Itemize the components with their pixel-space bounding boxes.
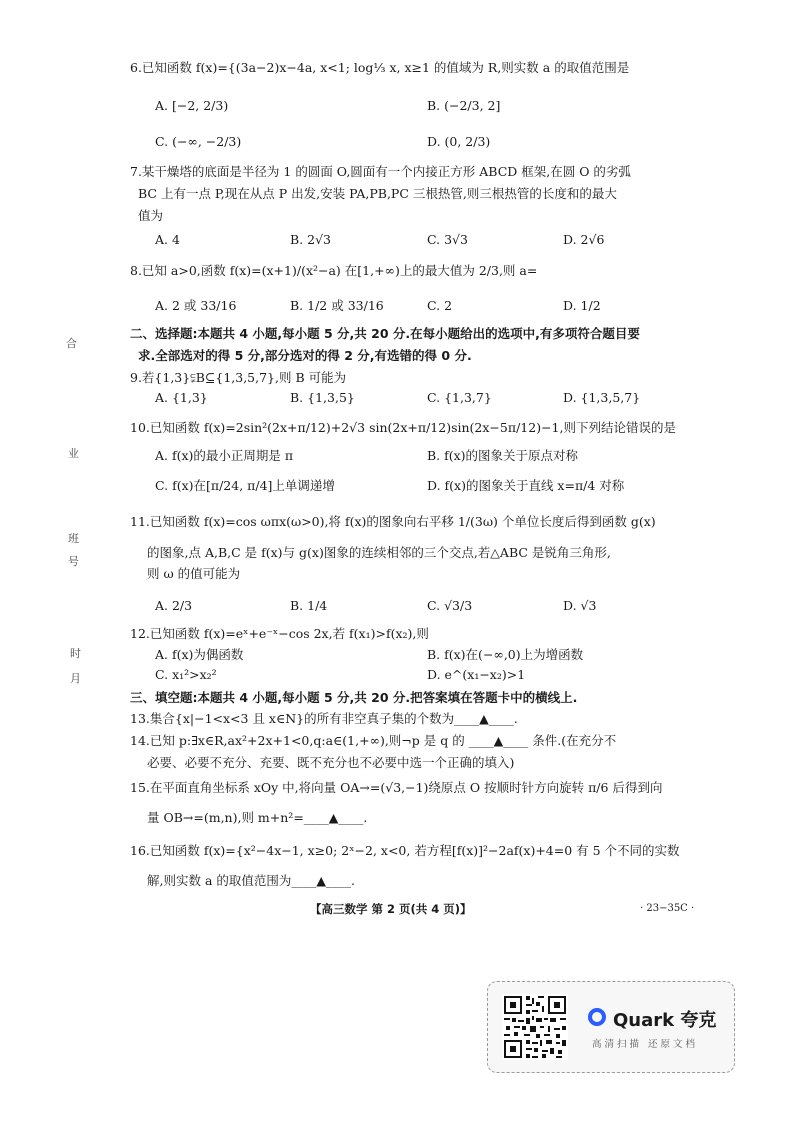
question-7-option-c: C. 3√3 <box>427 232 468 247</box>
brand-name: Quark 夸克 <box>613 1010 717 1031</box>
question-12-stem: 12.已知函数 f(x)=eˣ+e⁻ˣ−cos 2x,若 f(x₁)>f(x₂),则 <box>130 626 429 641</box>
question-12-option-c: C. x₁²>x₂² <box>155 667 217 682</box>
question-10-stem: 10.已知函数 f(x)=2sin²(2x+π/12)+2√3 sin(2x+π/12)sin(2x−5π/12)−1,则下列结论错误的是 <box>130 420 676 435</box>
question-11-option-b: B. 1/4 <box>290 598 328 613</box>
question-11-stem-line2: 的图象,点 A,B,C 是 f(x)与 g(x)图象的连续相邻的三个交点,若△ABC 是锐角三角形, <box>147 545 611 560</box>
question-7-option-d: D. 2√6 <box>563 232 605 247</box>
question-6-option-d: D. (0, 2/3) <box>427 134 491 149</box>
question-6-option-b: B. (−2/3, 2] <box>427 98 501 113</box>
question-11-stem-line3: 则 ω 的值可能为 <box>147 566 241 581</box>
page-footer-title: 【高三数学 第 2 页(共 4 页)】 <box>310 902 472 916</box>
margin-char: 时 <box>70 647 81 660</box>
question-6-option-c: C. (−∞, −2/3) <box>155 134 242 149</box>
margin-char: 号 <box>68 555 79 568</box>
question-9-stem: 9.若{1,3}⫋B⊆{1,3,5,7},则 B 可能为 <box>130 370 347 385</box>
question-16-line2: 解,则实数 a 的取值范围为____▲____. <box>147 873 355 888</box>
question-8-option-b: B. 1/2 或 33/16 <box>290 298 384 313</box>
question-11-option-d: D. √3 <box>563 598 597 613</box>
question-11-option-c: C. √3/3 <box>427 598 473 613</box>
question-9-option-d: D. {1,3,5,7} <box>563 390 641 405</box>
question-7-stem-line1: 7.某干燥塔的底面是半径为 1 的圆面 O,圆面有一个内接正方形 ABCD 框架,在圆 O 的劣弧 <box>130 164 631 179</box>
section-2-heading-line2: 求.全部选对的得 5 分,部分选对的得 2 分,有选错的得 0 分. <box>138 348 472 363</box>
question-9-option-a: A. {1,3} <box>155 390 208 405</box>
question-15-line2: 量 OB→=(m,n),则 m+n²=____▲____. <box>147 810 368 825</box>
question-11-stem-line1: 11.已知函数 f(x)=cos ωπx(ω>0),将 f(x)的图象向右平移 1/(3ω) 个单位长度后得到函数 g(x) <box>130 514 656 529</box>
section-3-heading: 三、填空题:本题共 4 小题,每小题 5 分,共 20 分.把答案填在答题卡中的横线上. <box>130 690 578 705</box>
question-14-line1: 14.已知 p:∃x∈R,ax²+2x+1<0,q:a∈(1,+∞),则¬p 是 q 的 ____▲____ 条件.(在充分不 <box>130 733 617 748</box>
question-10-option-b: B. f(x)的图象关于原点对称 <box>427 448 579 463</box>
question-15-line1: 15.在平面直角坐标系 xOy 中,将向量 OA→=(√3,−1)绕原点 O 按顺时针方向旋转 π/6 后得到向 <box>130 780 663 795</box>
margin-char: 合 <box>66 337 77 350</box>
question-9-option-c: C. {1,3,7} <box>427 390 492 405</box>
question-12-option-d: D. e^(x₁−x₂)>1 <box>427 667 526 682</box>
margin-char: 业 <box>68 447 79 460</box>
question-12-option-a: A. f(x)为偶函数 <box>155 647 244 662</box>
question-10-option-d: D. f(x)的图象关于直线 x=π/4 对称 <box>427 478 625 493</box>
question-8-stem: 8.已知 a>0,函数 f(x)=(x+1)/(x²−a) 在[1,+∞)上的最大值为 2/3,则 a= <box>130 263 538 278</box>
question-9-option-b: B. {1,3,5} <box>290 390 355 405</box>
quark-logo-icon <box>588 1008 606 1026</box>
question-6-option-a: A. [−2, 2/3) <box>155 98 229 113</box>
question-10-option-a: A. f(x)的最小正周期是 π <box>155 448 294 463</box>
question-6-stem: 6.已知函数 f(x)={(3a−2)x−4a, x<1; log⅓ x, x≥1 的值域为 R,则实数 a 的取值范围是 <box>130 60 630 75</box>
question-7-stem-line2: BC 上有一点 P,现在从点 P 出发,安装 PA,PB,PC 三根热管,则三根热管的长度和的最大 <box>138 186 617 201</box>
brand-tagline: 高清扫描 还原文档 <box>592 1039 699 1050</box>
section-2-heading-line1: 二、选择题:本题共 4 小题,每小题 5 分,共 20 分.在每小题给出的选项中,有多项符合题目要 <box>130 326 640 341</box>
question-8-option-c: C. 2 <box>427 298 453 313</box>
scanner-watermark <box>487 981 735 1073</box>
question-7-stem-line3: 值为 <box>138 208 164 223</box>
margin-char: 月 <box>70 672 81 685</box>
qr-code-icon <box>502 994 568 1060</box>
question-16-line1: 16.已知函数 f(x)={x²−4x−1, x≥0; 2ˣ−2, x<0, 若方程[f(x)]²−2af(x)+4=0 有 5 个不同的实数 <box>130 843 680 858</box>
question-7-option-a: A. 4 <box>155 232 180 247</box>
question-11-option-a: A. 2/3 <box>155 598 193 613</box>
question-12-option-b: B. f(x)在(−∞,0)上为增函数 <box>427 647 584 662</box>
question-8-option-d: D. 1/2 <box>563 298 601 313</box>
question-14-line2: 必要、必要不充分、充要、既不充分也不必要中选一个正确的填入) <box>147 755 515 770</box>
question-10-option-c: C. f(x)在[π/24, π/4]上单调递增 <box>155 478 335 493</box>
question-7-option-b: B. 2√3 <box>290 232 332 247</box>
question-8-option-a: A. 2 或 33/16 <box>155 298 237 313</box>
margin-char: 班 <box>68 532 79 545</box>
question-13: 13.集合{x|−1<x<3 且 x∈N}的所有非空真子集的个数为____▲____. <box>130 711 518 726</box>
page-footer-code: · 23−35C · <box>640 903 695 914</box>
